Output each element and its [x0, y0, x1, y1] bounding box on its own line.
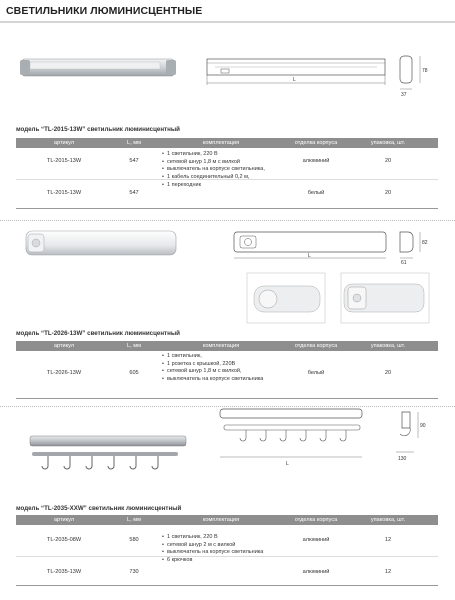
cell-pack: 20	[384, 158, 392, 164]
table-bottom-rule	[16, 398, 438, 399]
kit-item: • сетевой шнур 2 м с вилкой	[162, 542, 282, 548]
dim-height: 90	[420, 423, 426, 429]
table-header: артикул L, мм комплектация отделка корпуса упаковка, шт.	[16, 138, 438, 148]
dim-height: 78	[422, 68, 428, 74]
table-header: артикул L, мм комплектация отделка корпуса упаковка, шт.	[16, 515, 438, 525]
cell-finish: алюминий	[302, 158, 330, 164]
cell-pack: 12	[384, 569, 392, 575]
kit-list	[162, 534, 282, 565]
kit-item: • сетевой шнур 1,8 м с вилкой,	[162, 368, 282, 374]
kit-item: • 1 светильник, 220 В	[162, 534, 282, 540]
table-bottom-rule	[16, 585, 438, 586]
model-caption: модель “TL-2026-13W” светильник люминисцентный	[16, 330, 180, 337]
product-detail-left	[246, 272, 326, 324]
cell-article: TL-2015-13W	[46, 158, 82, 164]
drawing-tl-2026-front	[232, 230, 392, 262]
cell-finish: алюминий	[302, 537, 330, 543]
table-header: артикул L, мм комплектация отделка корпуса упаковка, шт.	[16, 341, 438, 351]
kit-item: • 1 светильник, 220 В	[162, 151, 282, 157]
kit-item: • выключатель на корпусе светильника	[162, 376, 282, 382]
product-photo-tl-2035	[28, 432, 193, 477]
cell-pack: 20	[384, 190, 392, 196]
drawing-tl-2026-side	[396, 228, 438, 266]
drawing-tl-2015-front	[205, 55, 390, 95]
dim-height: 82	[422, 240, 428, 246]
cell-article: TL-2035-13W	[46, 569, 82, 575]
kit-item: • 1 переходник	[162, 182, 282, 188]
cell-length: 547	[129, 158, 139, 164]
cell-length: 730	[129, 569, 139, 575]
dim-length-label: L	[286, 461, 289, 467]
dim-depth: 37	[401, 92, 407, 98]
page-title: СВЕТИЛЬНИКИ ЛЮМИНИСЦЕНТНЫЕ	[6, 5, 203, 17]
cell-length: 580	[129, 537, 139, 543]
cell-finish: белый	[307, 190, 325, 196]
kit-item: • 1 розетка с крышкой, 220В	[162, 361, 282, 367]
cell-finish: алюминий	[302, 569, 330, 575]
dim-depth: 61	[401, 260, 407, 266]
kit-item: • сетевой шнур 1,8 м с вилкой	[162, 159, 282, 165]
kit-item: • 1 светильник,	[162, 353, 282, 359]
cell-pack: 12	[384, 537, 392, 543]
table-bottom-rule	[16, 208, 438, 209]
product-detail-right	[340, 272, 430, 324]
cell-article: TL-2035-08W	[46, 537, 82, 543]
dim-length-label: L	[308, 253, 311, 259]
drawing-tl-2035-side	[392, 408, 438, 466]
kit-list	[162, 151, 282, 189]
dim-depth: 130	[398, 456, 407, 462]
cell-length: 547	[129, 190, 139, 196]
model-caption: модель “TL-2035-XXW” светильник люминисцентный	[16, 505, 182, 512]
cell-article: TL-2026-13W	[46, 370, 82, 376]
cell-pack: 20	[384, 370, 392, 376]
drawing-tl-2015-side	[398, 53, 438, 98]
product-photo-tl-2026	[22, 228, 182, 260]
title-divider	[0, 21, 455, 23]
kit-item: • выключатель на корпусе светильника,	[162, 166, 282, 172]
section-divider	[0, 220, 455, 221]
kit-list	[162, 353, 282, 384]
drawing-tl-2035-front	[214, 405, 369, 470]
cell-length: 605	[129, 370, 139, 376]
product-photo-tl-2015	[18, 55, 178, 85]
kit-item: • выключатель на корпусе светильника	[162, 549, 282, 555]
cell-article: TL-2015-13W	[46, 190, 82, 196]
dim-length-label: L	[293, 77, 296, 83]
kit-item: • 1 кабель соединительный 0,2 м,	[162, 174, 282, 180]
model-caption: модель “TL-2015-13W” светильник люминисцентный	[16, 126, 180, 133]
cell-finish: белый	[307, 370, 325, 376]
kit-item: • 6 крючков	[162, 557, 282, 563]
